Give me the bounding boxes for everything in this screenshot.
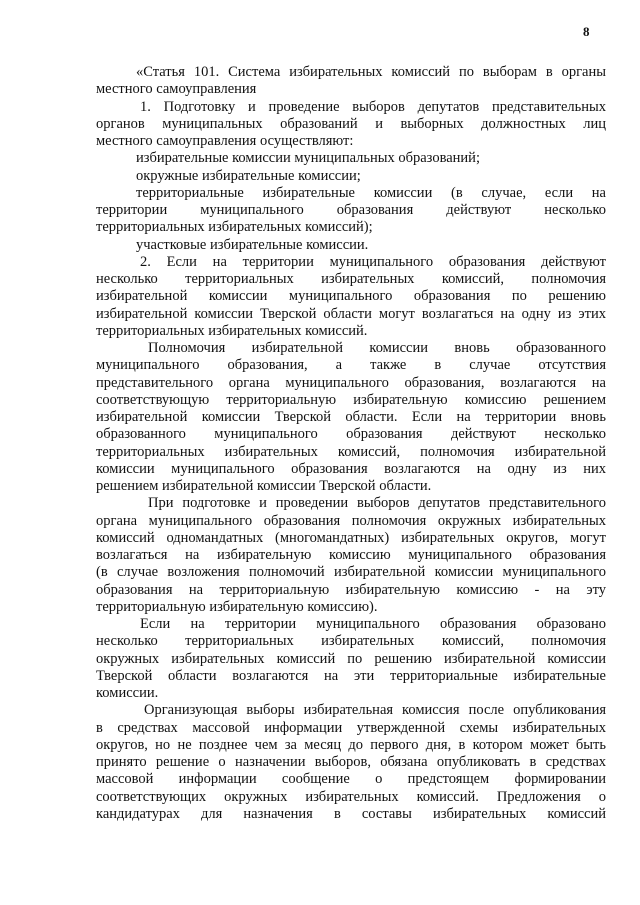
text-line: избирательной комиссии Тверской области. Если на территории вновь bbox=[96, 409, 606, 425]
text-line: комиссии. bbox=[96, 685, 159, 701]
text-line: 1. Подготовку и проведение выборов депутатов представительных bbox=[140, 98, 606, 115]
text-line: несколько территориальных избирательных комиссий, полномочия bbox=[96, 633, 606, 650]
text-line: соответствующих окружных избирательных комиссий. Предложения о bbox=[96, 788, 606, 805]
text-line: комиссий одномандатных (многомандатных) избирательных округов, могут bbox=[96, 529, 606, 546]
article-title-line: местного самоуправления bbox=[96, 81, 257, 98]
text-line: территориальную избирательную комиссию). bbox=[96, 598, 378, 615]
text-line: кандидатурах для назначения в составы избирательных комиссий bbox=[96, 805, 606, 822]
text-line: Если на территории муниципального образования образовано bbox=[140, 616, 606, 632]
text-line: решением избирательной комиссии Тверской области. bbox=[96, 478, 432, 494]
list-item: территориальных избирательных комиссий); bbox=[96, 219, 373, 236]
text-line: органов муниципальных образований и выборных должностных лиц bbox=[96, 115, 606, 132]
text-line: округов, но не позднее чем за месяц до первого дня, в котором может быть bbox=[96, 736, 606, 753]
text-line: Тверской области возлагаются на эти территориальные избирательные bbox=[96, 667, 606, 684]
text-line: Организующая выборы избирательная комиссия после опубликования bbox=[144, 702, 606, 719]
text-line: Полномочия избирательной комиссии вновь образованного bbox=[148, 340, 606, 356]
text-line: в средствах массовой информации утвержденной схемы избирательных bbox=[96, 719, 606, 736]
page-number: 8 bbox=[583, 24, 590, 39]
text-line: 2. Если на территории муниципального образования действуют bbox=[140, 253, 606, 270]
document-body bbox=[96, 64, 606, 823]
text-line: избирательной комиссии Тверской области могут возлагаться на одну из этих bbox=[96, 305, 606, 322]
text-line: образования на территориальную избирательную комиссию - на эту bbox=[96, 581, 606, 598]
text-line: принято решение о назначении выборов, обязана опубликовать в средствах bbox=[96, 754, 606, 770]
text-line: несколько территориальных избирательных комиссий, полномочия bbox=[96, 271, 606, 287]
text-line: (в случае возложения полномочий избирательной комиссии муниципального bbox=[96, 564, 606, 581]
text-line: возлагаться на избирательную комиссию муниципального образования bbox=[96, 547, 606, 563]
list-item: избирательные комиссии муниципальных образований; bbox=[136, 150, 480, 167]
text-line: территориальных избирательных комиссий. bbox=[96, 322, 368, 339]
text-line: комиссии муниципального образования возлагаются на одну из них bbox=[96, 460, 606, 477]
text-line: муниципального образования, а также в случае отсутствия bbox=[96, 357, 606, 374]
text-line: органа муниципального образования полномочия окружных избирательных bbox=[96, 512, 606, 529]
text-line: территориальных избирательных комиссий, полномочия избирательной bbox=[96, 443, 606, 460]
article-title-line: «Статья 101. Система избирательных комиссий по выборам в органы bbox=[136, 64, 606, 80]
text-line: окружных избирательных комиссий по решению избирательной комиссии bbox=[96, 650, 606, 667]
list-item: участковые избирательные комиссии. bbox=[136, 236, 369, 253]
text-line: представительного органа муниципального образования, возлагаются на bbox=[96, 374, 606, 391]
text-line: местного самоуправления осуществляют: bbox=[96, 133, 354, 149]
text-line: образованного муниципального образования действуют несколько bbox=[96, 426, 606, 443]
list-item: территории муниципального образования действуют несколько bbox=[96, 202, 606, 218]
list-item: территориальные избирательные комиссии (в случае, если на bbox=[136, 184, 606, 201]
text-line: соответствующую территориальную избирательную комиссию решением bbox=[96, 391, 606, 408]
list-item: окружные избирательные комиссии; bbox=[136, 167, 361, 184]
text-line: избирательной комиссии муниципального образования по решению bbox=[96, 288, 606, 305]
text-line: При подготовке и проведении выборов депутатов представительного bbox=[148, 495, 606, 512]
text-line: массовой информации сообщение о предстоящем формировании bbox=[96, 771, 606, 788]
